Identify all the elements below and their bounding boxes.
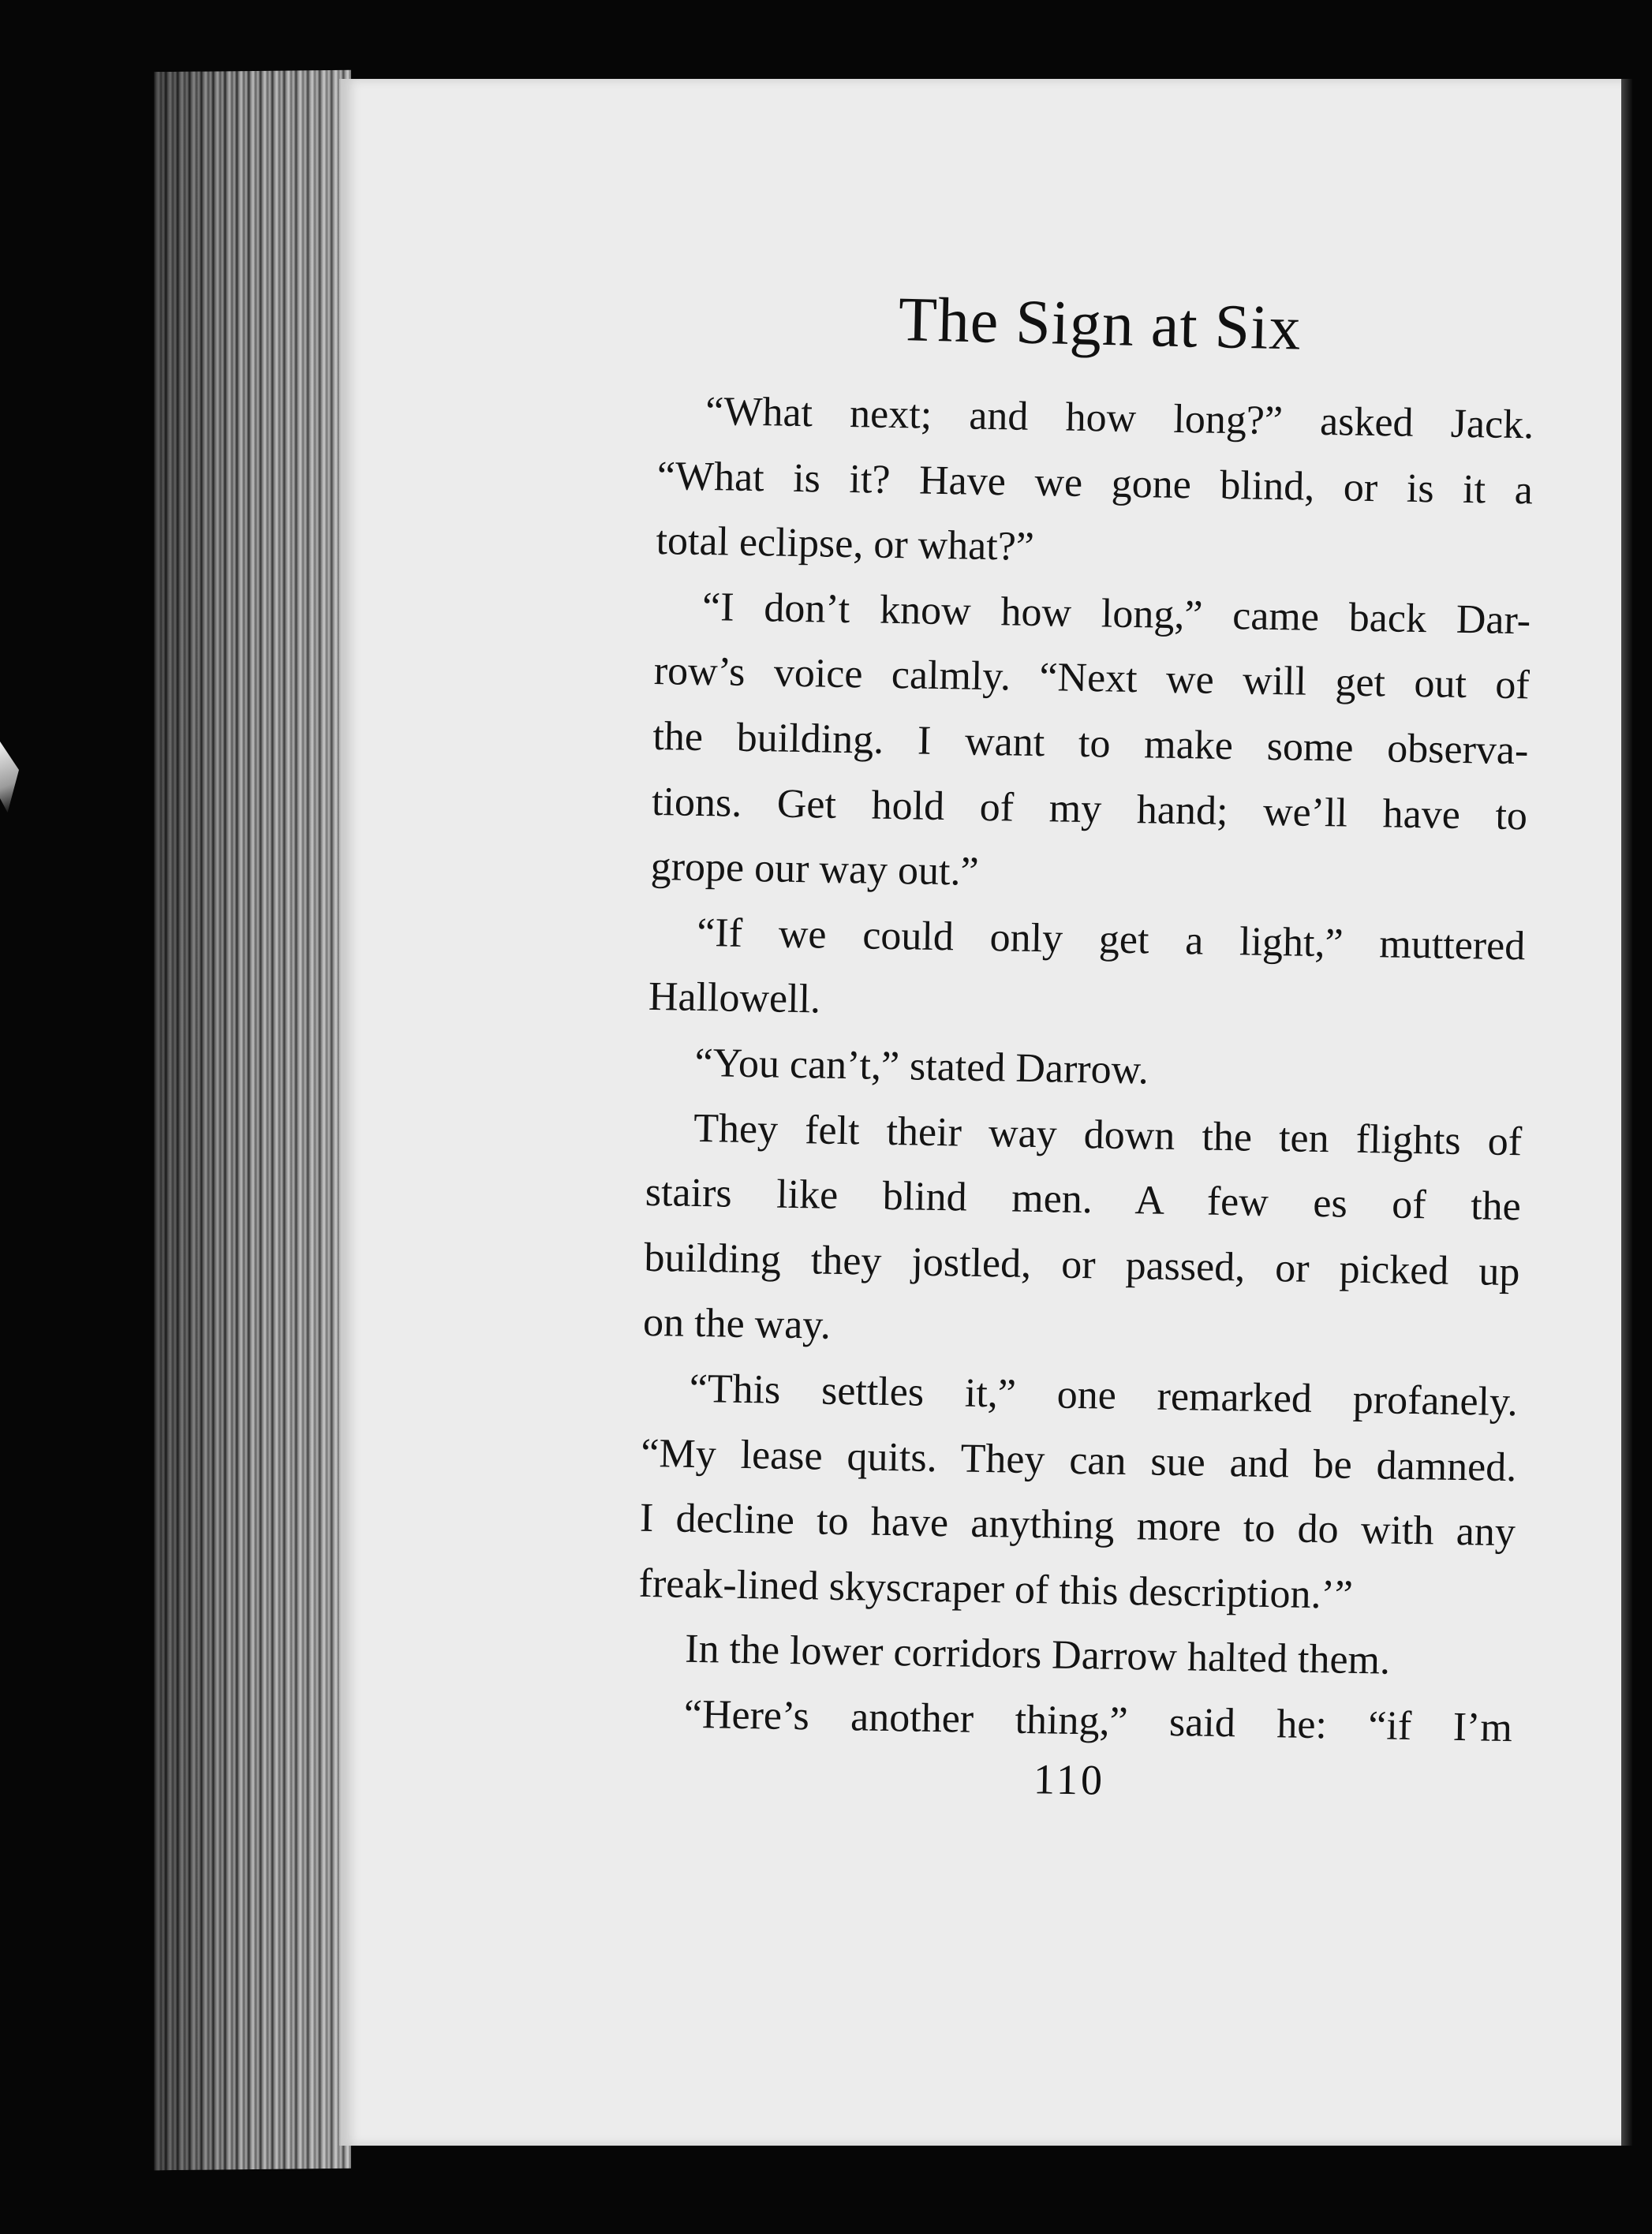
page-edges-shade [154,70,351,2171]
text-line: freak-lined skyscraper of this description.’” [638,1560,1354,1618]
text-line: They felt their way down the ten flights of [693,1105,1523,1164]
body-text [636,379,1534,1761]
text-line: “What is it? Have we gone blind, or is it a [656,453,1534,513]
text-line: Hallowell. [648,974,821,1022]
text-line: In the lower corridors Darrow halted them. [684,1627,1391,1683]
text-line: stairs like blind men. A few es of the [645,1169,1522,1230]
text-line: total eclipse, or what?” [656,518,1035,570]
text-line: row’s voice calmly. “Next we will get out of [653,648,1531,708]
text-line: tions. Get hold of my hand; we’ll have to [651,779,1528,839]
running-head: The Sign at Six [897,284,1303,364]
text-line: “What next; and how long?” asked Jack. [705,388,1534,448]
text-line: “You can’t,” stated Darrow. [694,1040,1149,1093]
text-line: the building. I want to make some observa- [652,713,1529,774]
text-line: grope our way out.” [650,844,980,895]
text-line: “I don’t know how long,” came back Dar- [701,584,1531,644]
page-gutter-shadow [1621,79,1632,2146]
text-line: building they jostled, or passed, or picked up [644,1235,1520,1294]
text-line: “This settles it,” one remarked profanely. [689,1365,1519,1425]
text-line: “My lease quits. They can sue and be damned. [640,1430,1517,1490]
text-line: “Here’s another thing,” said he: “if I’m [683,1691,1513,1751]
text-line: “If we could only get a light,” muttered [696,910,1526,969]
page-number: 110 [1033,1755,1106,1804]
text-line: on the way. [642,1300,832,1349]
text-line: I decline to have anything more to do with any [639,1495,1516,1556]
film-tear-mark [0,742,19,813]
